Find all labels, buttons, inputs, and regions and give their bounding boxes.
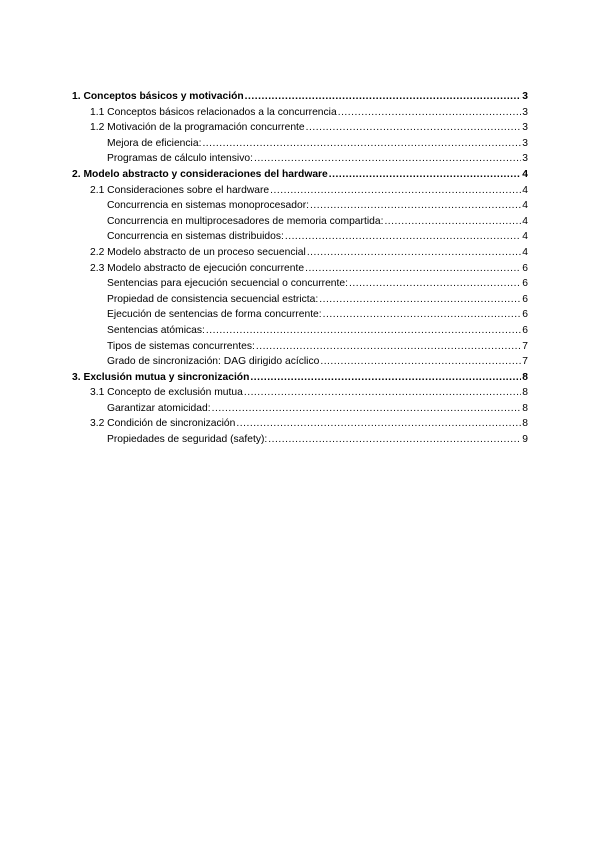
toc-entry-title: 1.2 Motivación de la programación concurrente (90, 122, 305, 134)
toc-dot-leader (268, 432, 521, 448)
toc-entry[interactable] (72, 261, 528, 277)
toc-dot-leader (212, 401, 521, 417)
toc-entry[interactable] (72, 89, 528, 105)
toc-dot-leader (202, 136, 521, 152)
toc-dot-leader (250, 370, 521, 386)
toc-entry[interactable] (72, 229, 528, 245)
toc-dot-leader (285, 229, 521, 245)
toc-entry[interactable] (72, 214, 528, 230)
toc-dot-leader (329, 167, 521, 183)
toc-page-number: 3 (522, 153, 528, 165)
toc-page-number: 8 (522, 402, 528, 414)
toc-dot-leader (320, 354, 521, 370)
toc-dot-leader (256, 339, 521, 355)
toc-entry-title: 1.1 Conceptos básicos relacionados a la concurrencia (90, 106, 337, 118)
toc-page-number: 6 (522, 324, 528, 336)
toc-entry[interactable] (72, 120, 528, 136)
toc-page-number: 4 (522, 184, 528, 196)
toc-page-number: 4 (522, 231, 528, 243)
toc-entry-title: Ejecución de sentencias de forma concurrente: (107, 309, 322, 321)
toc-page-number: 6 (522, 278, 528, 290)
toc-entry[interactable] (72, 136, 528, 152)
toc-page-number: 6 (522, 309, 528, 321)
toc-page-number: 4 (522, 168, 528, 180)
toc-dot-leader (384, 214, 521, 230)
toc-page-number: 7 (522, 356, 528, 368)
toc-entry-title: Garantizar atomicidad: (107, 402, 211, 414)
toc-dot-leader (349, 276, 521, 292)
toc-dot-leader (319, 292, 521, 308)
toc-entry[interactable] (72, 105, 528, 121)
toc-entry[interactable] (72, 370, 528, 386)
toc-entry-title: Concurrencia en sistemas distribuidos: (107, 231, 284, 243)
toc-entry[interactable] (72, 198, 528, 214)
toc-page-number: 8 (522, 387, 528, 399)
toc-entry-title: 3. Exclusión mutua y sincronización (72, 371, 250, 383)
toc-entry[interactable] (72, 183, 528, 199)
toc-entry[interactable] (72, 385, 528, 401)
toc-entry-title: Tipos de sistemas concurrentes: (107, 340, 255, 352)
toc-entry-title: 2.2 Modelo abstracto de un proceso secuencial (90, 246, 306, 258)
toc-entry-title: 2.3 Modelo abstracto de ejecución concurrente (90, 262, 305, 274)
toc-dot-leader (206, 323, 521, 339)
toc-entry-title: Sentencias para ejecución secuencial o concurrente: (107, 278, 348, 290)
toc-page-number: 4 (522, 215, 528, 227)
toc-entry[interactable] (72, 307, 528, 323)
toc-entry-title: 1. Conceptos básicos y motivación (72, 91, 244, 102)
toc-dot-leader (244, 385, 521, 401)
toc-entry[interactable] (72, 339, 528, 355)
table-of-contents (72, 89, 528, 448)
toc-page-number: 8 (522, 418, 528, 430)
toc-entry-title: Concurrencia en sistemas monoprocesador: (107, 200, 310, 212)
toc-entry-title: Propiedad de consistencia secuencial estricta: (107, 293, 319, 305)
toc-page-number: 6 (522, 262, 528, 274)
toc-entry[interactable] (72, 245, 528, 261)
toc-page-number: 4 (522, 246, 528, 258)
toc-dot-leader (305, 261, 521, 277)
toc-page-number: 8 (522, 371, 528, 383)
toc-page-number: 3 (522, 122, 528, 134)
toc-dot-leader (270, 183, 521, 199)
toc-page-number: 3 (522, 137, 528, 149)
toc-page-number: 9 (522, 434, 528, 446)
toc-entry-title: Concurrencia en multiprocesadores de memoria compartida: (107, 215, 384, 227)
toc-entry-title: Propiedades de seguridad (safety): (107, 434, 268, 446)
toc-entry[interactable] (72, 432, 528, 448)
toc-entry[interactable] (72, 151, 528, 167)
toc-dot-leader (338, 105, 521, 121)
toc-entry[interactable] (72, 401, 528, 417)
toc-entry-title: Sentencias atómicas: (107, 324, 205, 336)
toc-page-number: 7 (522, 340, 528, 352)
toc-page-number: 4 (522, 200, 528, 212)
toc-entry-title: 3.1 Concepto de exclusión mutua (90, 387, 243, 399)
toc-entry[interactable] (72, 292, 528, 308)
toc-dot-leader (254, 151, 521, 167)
toc-entry[interactable] (72, 276, 528, 292)
toc-entry[interactable] (72, 167, 528, 183)
toc-page-number: 3 (522, 106, 528, 118)
toc-page-number: 6 (522, 293, 528, 305)
toc-dot-leader (323, 307, 521, 323)
toc-entry-title: Mejora de eficiencia: (107, 137, 202, 149)
toc-entry-title: 3.2 Condición de sincronización (90, 418, 236, 430)
toc-dot-leader (236, 416, 521, 432)
toc-dot-leader (306, 120, 521, 136)
toc-entry[interactable] (72, 354, 528, 370)
toc-entry-title: 2. Modelo abstracto y consideraciones del hardware (72, 168, 328, 180)
toc-entry-title: Programas de cálculo intensivo: (107, 153, 253, 165)
toc-dot-leader (310, 198, 521, 214)
toc-entry[interactable] (72, 323, 528, 339)
toc-dot-leader (307, 245, 521, 261)
toc-entry[interactable] (72, 416, 528, 432)
toc-entry-title: 2.1 Consideraciones sobre el hardware (90, 184, 270, 196)
toc-dot-leader (245, 89, 521, 105)
toc-entry-title: Grado de sincronización: DAG dirigido acíclico (107, 356, 320, 368)
toc-page-number: 3 (522, 91, 528, 102)
